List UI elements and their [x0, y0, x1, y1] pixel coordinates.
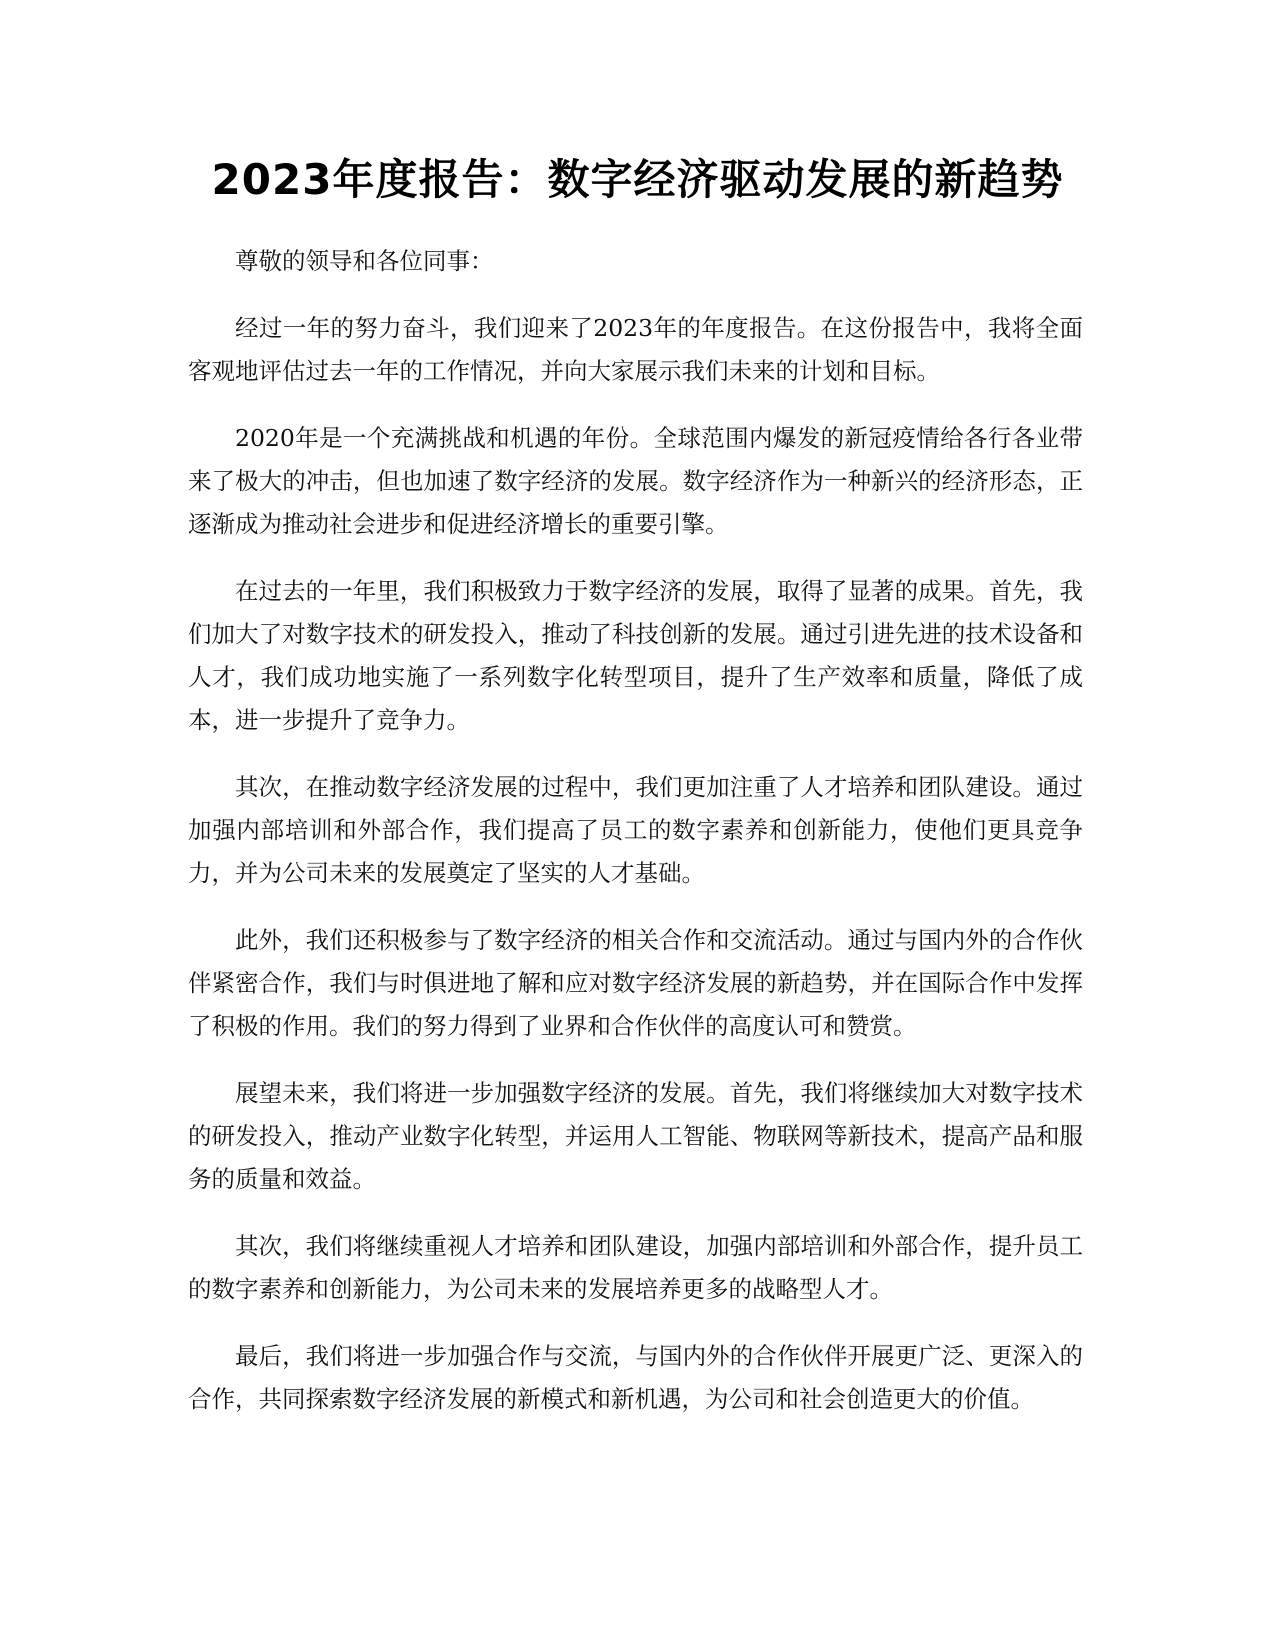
- paragraph-cooperation: 此外，我们还积极参与了数字经济的相关合作和交流活动。通过与国内外的合作伙伴紧密合作，我们与时俱进地了解和应对数字经济发展的新趋势，并在国际合作中发挥了积极的作用。我们的努力得到了业界和合作伙伴的高度认可和赞赏。: [188, 926, 1083, 1040]
- paragraph-talent-building: 其次，在推动数字经济发展的过程中，我们更加注重了人才培养和团队建设。通过加强内部培训和外部合作，我们提高了员工的数字素养和创新能力，使他们更具竞争力，并为公司未来的发展奠定了坚实的人才基础。: [188, 773, 1083, 887]
- paragraph-greeting: 尊敬的领导和各位同事：: [235, 247, 494, 275]
- document-title: 2023年度报告：数字经济驱动发展的新趋势: [211, 155, 1064, 204]
- paragraph-outlook: 展望未来，我们将进一步加强数字经济的发展。首先，我们将继续加大对数字技术的研发投入，推动产业数字化转型，并运用人工智能、物联网等新技术，提高产品和服务的质量和效益。: [188, 1079, 1083, 1193]
- document-body: [188, 240, 1083, 1445]
- paragraph-2020-background: 2020年是一个充满挑战和机遇的年份。全球范围内爆发的新冠疫情给各行各业带来了极大的冲击，但也加速了数字经济的发展。数字经济作为一种新兴的经济形态，正逐渐成为推动社会进步和促进经济增长的重要引擎。: [188, 424, 1083, 538]
- paragraph-intro: 经过一年的努力奋斗，我们迎来了2023年的年度报告。在这份报告中，我将全面客观地评估过去一年的工作情况，并向大家展示我们未来的计划和目标。: [188, 314, 1083, 385]
- paragraph-achievements: 在过去的一年里，我们积极致力于数字经济的发展，取得了显著的成果。首先，我们加大了对数字技术的研发投入，推动了科技创新的发展。通过引进先进的技术设备和人才，我们成功地实施了一系列数字化转型项目，提升了生产效率和质量，降低了成本，进一步提升了竞争力。: [188, 577, 1083, 734]
- paragraph-future-cooperation: 最后，我们将进一步加强合作与交流，与国内外的合作伙伴开展更广泛、更深入的合作，共同探索数字经济发展的新模式和新机遇，为公司和社会创造更大的价值。: [188, 1342, 1083, 1413]
- paragraph-future-talent: 其次，我们将继续重视人才培养和团队建设，加强内部培训和外部合作，提升员工的数字素养和创新能力，为公司未来的发展培养更多的战略型人才。: [188, 1232, 1083, 1303]
